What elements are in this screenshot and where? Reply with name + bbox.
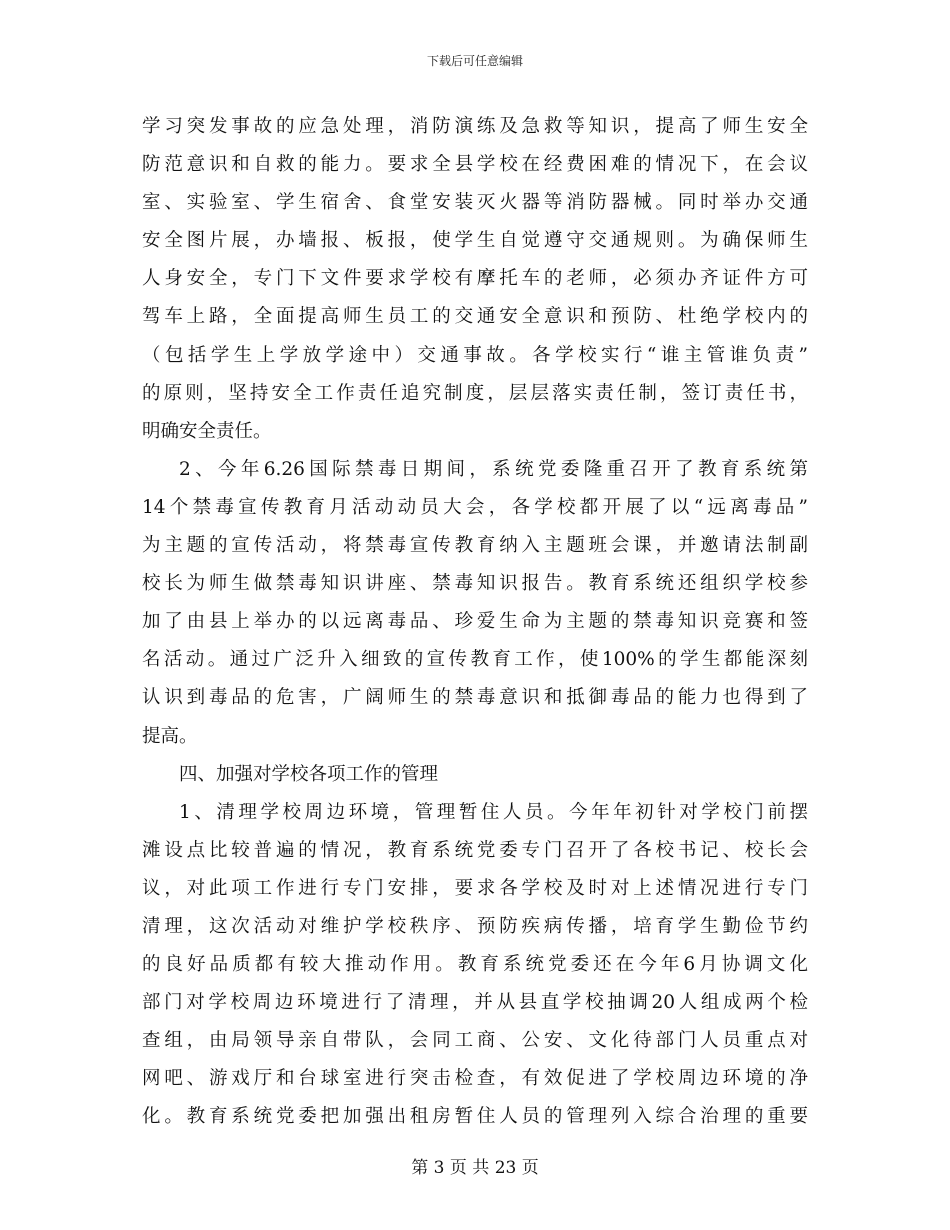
text-line: 网吧、游戏厅和台球室进行突击检查，有效促进了学校周边环境的净 [142,1068,808,1090]
paragraph-start-line: 2、今年6.26国际禁毒日期间，系统党委隆重召开了教育系统第 [179,458,808,480]
text-line: 提高。 [142,725,198,747]
text-line: 人身安全，专门下文件要求学校有摩托车的老师，必须办齐证件方可 [142,268,808,290]
text-line: 的原则，坚持安全工作责任追究制度，层层落实责任制，签订责任书， [142,382,808,404]
page-header: 下载后可任意编辑 [426,54,523,68]
section-heading: 四、加强对学校各项工作的管理 [179,763,439,785]
text-line: 加了由县上举办的以远离毒品、珍爱生命为主题的禁毒知识竞赛和签 [142,611,808,633]
text-line: 校长为师生做禁毒知识讲座、禁毒知识报告。教育系统还组织学校参 [142,573,808,595]
page-footer: 第 3 页 共 23 页 [411,1158,539,1178]
text-line: 名活动。通过广泛升入细致的宣传教育工作，使100%的学生都能深刻 [142,649,808,671]
text-line: 为主题的宣传活动，将禁毒宣传教育纳入主题班会课，并邀请法制副 [142,535,808,557]
text-line: 滩设点比较普遍的情况，教育系统党委专门召开了各校书记、校长会 [142,839,808,861]
text-line: （包括学生上学放学途中）交通事故。各学校实行“谁主管谁负责” [142,344,808,366]
text-line: 的良好品质都有较大推动作用。教育系统党委还在今年6月协调文化 [142,954,808,976]
text-line: 查组，由局领导亲自带队，会同工商、公安、文化待部门人员重点对 [142,1030,808,1052]
text-line: 化。教育系统党委把加强出租房暂住人员的管理列入综合治理的重要 [142,1106,808,1128]
text-line: 清理，这次活动对维护学校秩序、预防疾病传播，培育学生勤俭节约 [142,915,808,937]
text-line: 议，对此项工作进行专门安排，要求各学校及时对上述情况进行专门 [142,877,808,899]
text-line: 部门对学校周边环境进行了清理，并从县直学校抽调20人组成两个检 [142,992,808,1014]
document-body [142,108,808,1137]
paragraph-start-line: 1、清理学校周边环境，管理暂住人员。今年年初针对学校门前摆 [179,801,808,823]
text-line: 防范意识和自救的能力。要求全县学校在经费困难的情况下，在会议 [142,154,808,176]
text-line: 认识到毒品的危害，广阔师生的禁毒意识和抵御毒品的能力也得到了 [142,687,808,709]
text-line: 安全图片展，办墙报、板报，使学生自觉遵守交通规则。为确保师生 [142,230,808,252]
text-line: 室、实验室、学生宿舍、食堂安装灭火器等消防器械。同时举办交通 [142,192,808,214]
text-line: 14个禁毒宣传教育月活动动员大会，各学校都开展了以“远离毒品” [142,496,808,518]
text-line: 学习突发事故的应急处理，消防演练及急救等知识，提高了师生安全 [142,116,808,137]
text-line: 明确安全责任。 [142,420,272,442]
text-line: 驾车上路，全面提高师生员工的交通安全意识和预防、杜绝学校内的 [142,306,808,328]
